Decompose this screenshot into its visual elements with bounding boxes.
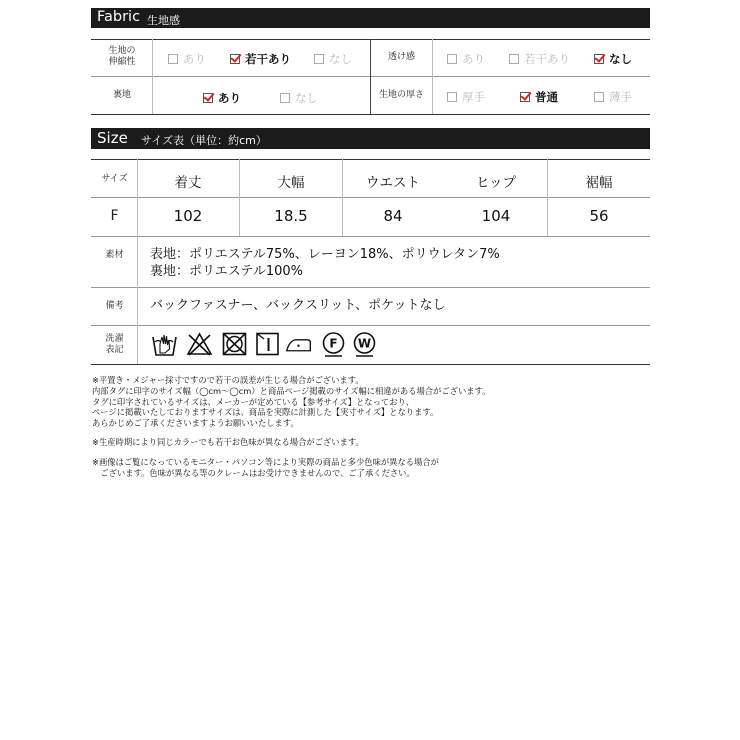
hand-wash-icon [151,331,178,357]
stretch-label: 生地の 伸縮性 [108,46,136,67]
size-table-values-border [91,236,650,237]
thickness-option-normal[interactable]: 普通 [520,89,558,105]
thickness-option-thin[interactable]: 薄手 [594,89,632,105]
sheerness-option-slightly[interactable]: 若干あり [509,51,570,67]
fabric-title: Fabric [97,9,141,25]
thickness-label: 生地の厚さ [378,90,424,100]
svg-text:F: F [329,336,338,351]
value-hip: 104 [481,207,511,225]
checkbox-checked-icon [594,54,604,64]
col-header-width: 大幅 [277,175,305,191]
monitor-color-note: ※画像はご覧になっているモニター・パソコン等により実際の商品と多少色味が異なる場合が ございます。色味が異なる等のクレームはお受けできませんので、ご了承ください。 [92,457,439,478]
size-table-header-border [91,197,650,198]
checkbox-icon [447,54,457,64]
value-width: 18.5 [274,207,308,225]
stretch-option-no[interactable]: なし [314,51,352,67]
lining-option-no[interactable]: なし [280,90,318,106]
color-variation-note: ※生産時期により同じカラーでも若干お色味が異なる場合がございます。 [92,437,364,447]
svg-text:W: W [357,336,372,351]
remarks-border [91,325,650,326]
line-dry-icon [254,331,281,357]
dry-clean-f-icon [320,331,347,357]
checkbox-icon [280,93,290,103]
checkbox-checked-icon [520,92,530,102]
thickness-option-thick[interactable]: 厚手 [447,89,485,105]
checkbox-checked-icon [230,54,240,64]
remarks-label: 備考 [105,301,124,311]
fabric-divider-right [432,39,433,114]
checkbox-icon [168,54,178,64]
fabric-bottom-border [91,114,650,115]
checkbox-icon [509,54,519,64]
col-header-hem: 裾幅 [585,175,613,191]
material-lining: 裏地：ポリエステル100% [150,264,303,279]
stretch-option-slightly[interactable]: 若干あり [230,51,291,67]
size-table-top-border [91,159,650,160]
remarks-text: バックファスナー、バックスリット、ポケットなし [150,298,446,313]
size-table-bottom-border [91,364,650,365]
size-corner-label: サイズ [101,174,128,184]
size-subtitle: サイズ表（単位：約cm） [141,134,267,147]
size-title: Size [97,129,128,147]
fabric-divider-center [370,39,371,114]
col-header-waist: ウエスト [366,175,420,191]
checkbox-checked-icon [203,93,213,103]
size-row-label: F [110,208,119,224]
sheerness-option-yes[interactable]: あり [447,51,485,67]
lining-label: 裏地 [112,90,131,100]
col-header-hip: ヒップ [475,175,517,191]
material-outer: 表地：ポリエステル75%、レーヨン18%、ポリウレタン7% [150,247,500,262]
value-length: 102 [173,207,203,225]
low-iron-icon [285,331,312,357]
fabric-header-bar [91,8,650,28]
sheerness-option-no[interactable]: なし [594,51,632,67]
fabric-divider-left [152,39,153,114]
measurement-notes: ※平置き・メジャー採寸ですので若干の誤差が生じる場合がございます。 内部タグに印字のサイズ幅（◯cm〜◯cm）と商品ページ掲載のサイズ幅に相違がある場合がございます。 タグに印字されているサイズは、メーカーが定めている【参考サイズ】となっており、 ページに掲載いたしておりますサイズは、商品を実際に計測した【実寸サイズ】となります。 あらかじめご了承くださいますようお願いいたします。 [92,375,491,429]
no-bleach-icon [186,331,213,357]
size-header-bar [91,128,650,149]
checkbox-icon [314,54,324,64]
material-text [150,246,500,280]
stretch-option-yes[interactable]: あり [168,51,206,67]
lining-option-yes[interactable]: あり [203,90,241,106]
no-tumble-dry-icon [221,331,248,357]
material-border [91,287,650,288]
value-waist: 84 [383,207,403,225]
col-header-length: 着丈 [174,175,202,191]
checkbox-icon [447,92,457,102]
value-hem: 56 [589,207,609,225]
wet-clean-w-icon [351,331,378,357]
care-label: 洗濯 表記 [105,334,124,355]
fabric-subtitle: 生地感 [147,14,180,27]
material-label: 素材 [105,250,124,260]
sheerness-label: 透け感 [387,52,415,62]
checkbox-icon [594,92,604,102]
